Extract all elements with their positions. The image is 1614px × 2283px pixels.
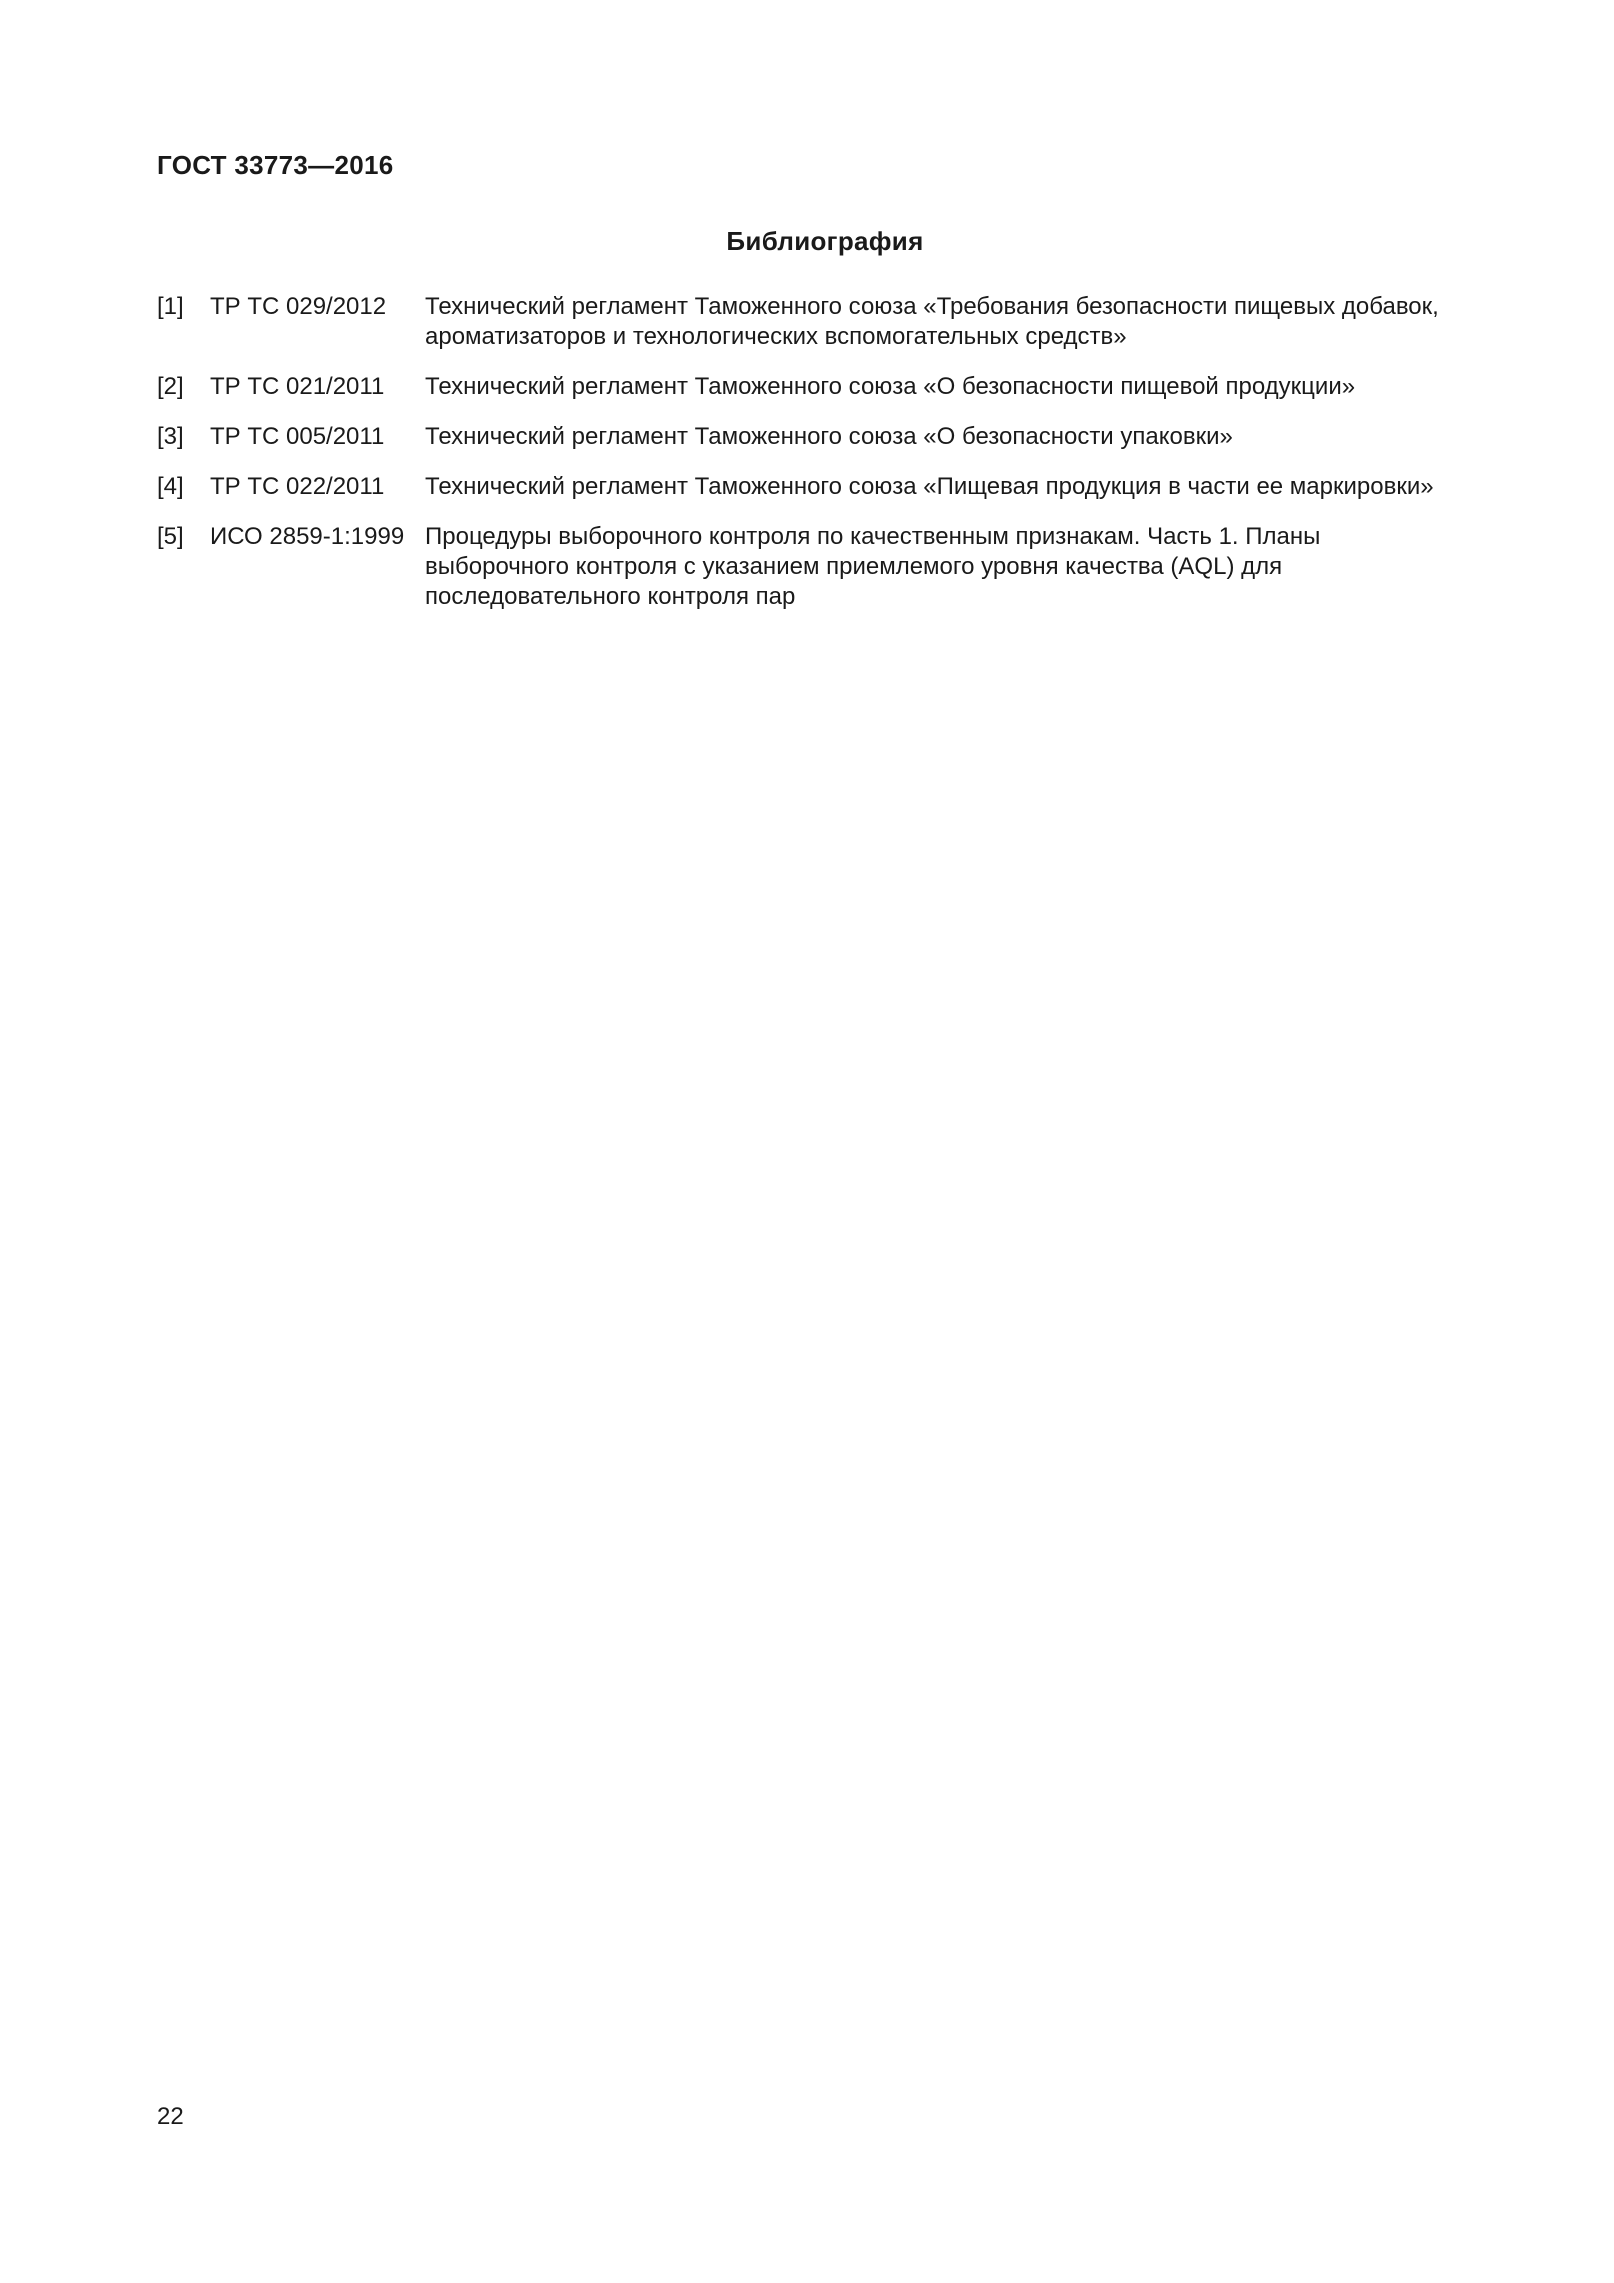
entry-description-line: последовательного контроля пар — [425, 583, 796, 610]
entry-description — [425, 472, 1497, 502]
entry-description — [425, 522, 1497, 612]
bibliography-entry-2 — [157, 372, 1497, 402]
entry-code: ТР ТС 021/2011 — [210, 373, 385, 400]
bibliography-entry-4 — [157, 472, 1497, 502]
bibliography-entry-5 — [157, 522, 1497, 612]
entry-description-line: Процедуры выборочного контроля по качественным признакам. Часть 1. Планы — [425, 523, 1321, 550]
entry-code: ТР ТС 029/2012 — [210, 293, 387, 320]
entry-description — [425, 422, 1497, 452]
entry-number: [2] — [157, 373, 184, 400]
entry-number: [4] — [157, 473, 184, 500]
entry-number: [3] — [157, 423, 184, 450]
entry-description — [425, 372, 1497, 402]
document-id-header: ГОСТ 33773—2016 — [157, 150, 394, 180]
entry-description-line: Технический регламент Таможенного союза «О безопасности упаковки» — [425, 423, 1233, 450]
bibliography-list — [157, 292, 1497, 632]
bibliography-entry-3 — [157, 422, 1497, 452]
bibliography-entry-1 — [157, 292, 1497, 352]
entry-code: ИСО 2859-1:1999 — [210, 523, 405, 550]
entry-description-line: Технический регламент Таможенного союза «Требования безопасности пищевых добавок, — [425, 293, 1439, 320]
entry-code: ТР ТС 005/2011 — [210, 423, 385, 450]
entry-description-line: Технический регламент Таможенного союза «Пищевая продукция в части ее маркировки» — [425, 473, 1434, 500]
entry-description-line: выборочного контроля с указанием приемлемого уровня качества (AQL) для — [425, 553, 1283, 580]
entry-code: ТР ТС 022/2011 — [210, 473, 385, 500]
page-number: 22 — [157, 2103, 184, 2130]
entry-number: [1] — [157, 293, 184, 320]
entry-description — [425, 292, 1497, 352]
entry-description-line: ароматизаторов и технологических вспомогательных средств» — [425, 323, 1127, 350]
bibliography-title: Библиография — [726, 226, 924, 256]
entry-number: [5] — [157, 523, 184, 550]
entry-description-line: Технический регламент Таможенного союза «О безопасности пищевой продукции» — [425, 373, 1356, 400]
